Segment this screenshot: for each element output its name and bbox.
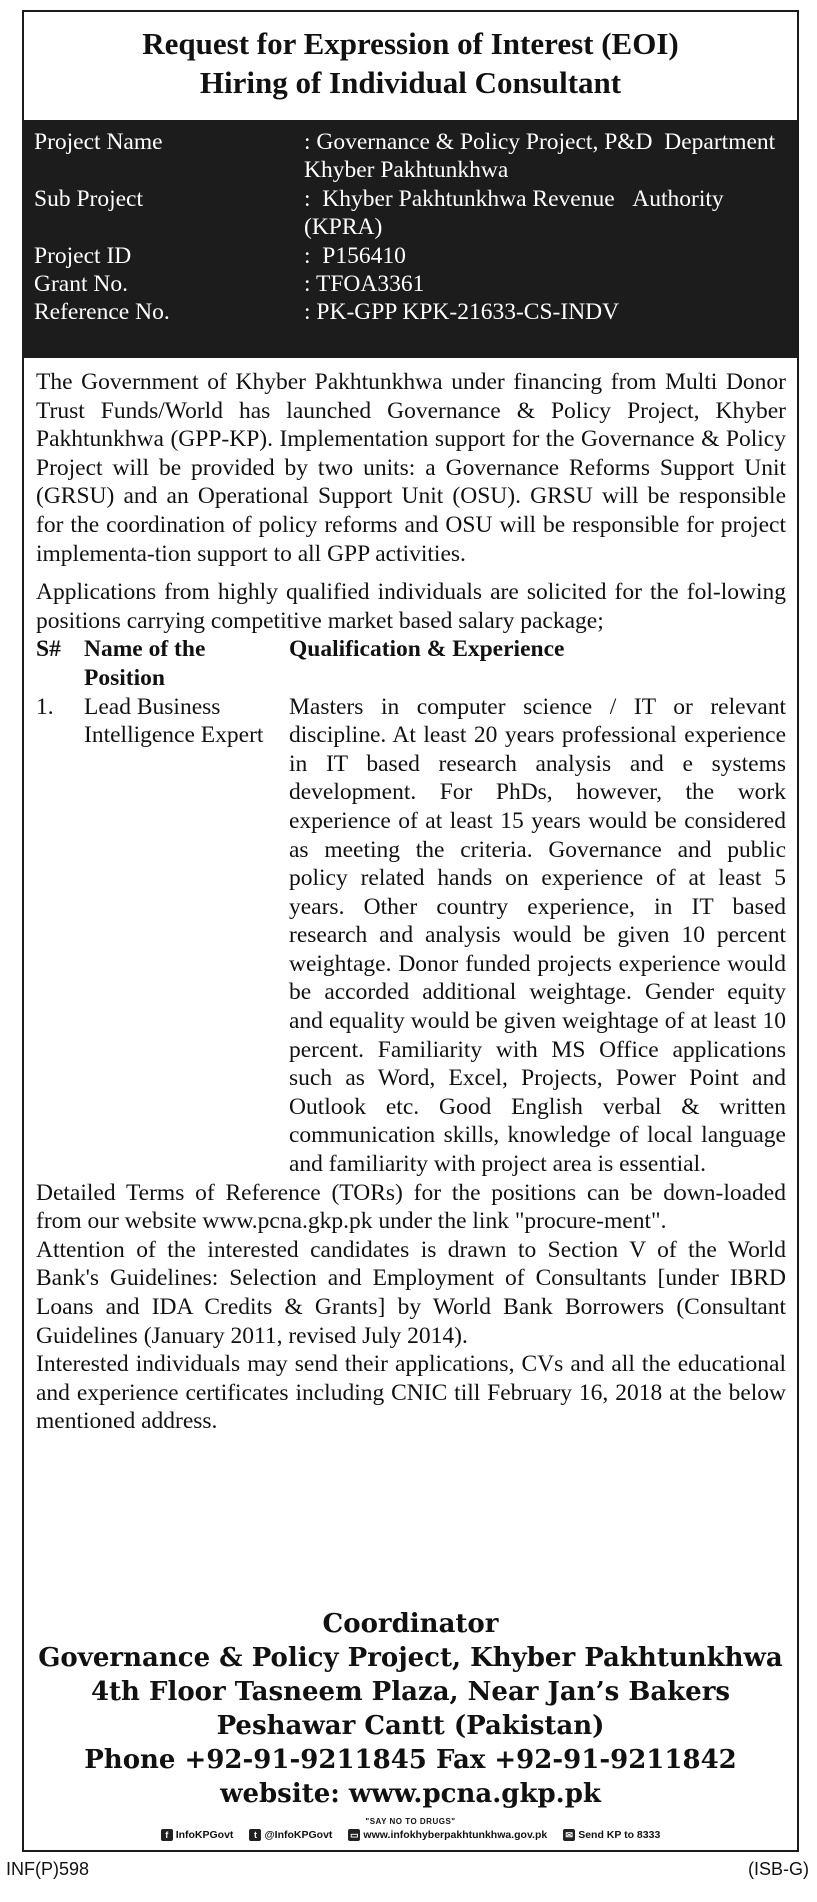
sms-text: Send KP to 8333 [578,1829,661,1841]
twitter-icon: t [249,1829,261,1841]
applications-paragraph: Applications from highly qualified individuals are solicited for the fol-lowing positions carrying competitive market based salary package; [36,579,786,634]
footer-code: INF(P)598 [6,1859,90,1879]
social-strip [24,1817,797,1847]
interested-paragraph: Interested individuals may send their applications, CVs and all the educational and experience certificates including CNIC till February 16, 2018 at the below mentioned address. [36,1351,786,1435]
social-web [348,1829,547,1841]
table-row [36,693,786,1179]
advertisement-frame [22,10,799,1852]
web-address: www.infokhyberpakhtunkhwa.gov.pk [363,1829,548,1841]
position-qualification: Masters in computer science / IT or relevant discipline. At least 20 years professional experience in IT based research analysis and e systems development. For PhDs, however, the work experience of at least 15 years would be considered as meeting the criteria. Governance and public policy related hands on experience of at least 5 years. Other country experience, in IT based research and analysis would be given 10 percent weightage. Donor funded projects experience would be accorded additional weightage. Gender equity and equality would be given weightage of at least 10 percent. Familiarity with MS Office applications such as Word, Excel, Projects, Power Point and Outlook etc. Good English verbal & written communication skills, knowledge of local language and familiarity with project area is essential. [289,693,786,1178]
social-facebook [161,1829,234,1841]
info-value: : PK-GPP KPK-21633-CS-INDV [304,299,620,325]
ad-header [24,12,797,108]
sms-icon: ✉ [563,1829,575,1841]
intro-paragraph: The Government of Khyber Pakhtunkhwa under financing from Multi Donor Trust Funds/World has launched Governance & Policy Project, Khyber Pakhtunkhwa (GPP-KP). Implementation support for the Governance & Policy Project will be provided by two units: a Governance Reforms Support Unit (GRSU) and an Operational Support Unit (OSU). GRSU will be responsible for the coordination of policy reforms and OSU will be responsible for project implementa-tion support to all GPP activities. [36,369,786,567]
contact-block [24,1607,797,1811]
twitter-handle: @InfoKPGovt [264,1829,333,1841]
social-sms [563,1829,660,1841]
positions-table [36,635,786,1178]
info-value: : Khyber Pakhtunkhwa Revenue Authority (KPRA) [304,186,724,240]
info-value: : P156410 [304,243,406,269]
info-value: : TFOA3361 [304,271,425,297]
info-label: Grant No. [34,271,128,297]
web-icon: ▭ [350,1830,359,1840]
footer-region: (ISB-G) [748,1859,809,1879]
contact-address-line2: Peshawar Cantt (Pakistan) [216,1711,605,1741]
ad-title: Request for Expression of Interest (EOI) [142,26,679,61]
tors-paragraph: Detailed Terms of Reference (TORs) for the positions can be down-loaded from our website www.pcna.gkp.pk under the link "procure-ment". [36,1179,786,1235]
contact-phone: Phone +92-91-9211845 Fax +92-91-9211842 [84,1745,737,1775]
position-sno: 1. [36,693,54,720]
project-info-box [24,120,797,358]
facebook-icon: f [161,1829,173,1841]
ad-body [36,368,786,1436]
positions-header-row [36,635,786,692]
info-label: Project Name [34,129,163,155]
contact-org: Governance & Policy Project, Khyber Pakhtunkhwa [38,1643,783,1673]
social-twitter [249,1829,332,1841]
position-name: Lead Business Intelligence Expert [84,693,264,749]
info-value: : Governance & Policy Project, P&D Department Khyber Pakhtunkhwa [304,129,776,183]
facebook-handle: InfoKPGovt [175,1829,234,1841]
contact-role: Coordinator [322,1609,499,1639]
info-label: Sub Project [34,186,144,212]
info-label: Project ID [34,243,132,269]
col-header-qualification: Qualification & Experience [289,636,565,663]
say-no-to-drugs-slogan: "SAY NO TO DRUGS" [365,1817,456,1826]
col-header-name: Name of the Position [84,636,206,691]
attention-paragraph: Attention of the interested candidates is drawn to Section V of the World Bank's Guidelines: Selection and Employment of Consultants [under IBRD Loans and IDA Credits & Grants] by World Bank Borrowers (Consultant Guidelines (January 2011, revised July 2014). [36,1236,786,1349]
col-header-sno: S# [36,636,61,663]
info-label: Reference No. [34,299,170,325]
contact-address-line1: 4th Floor Tasneem Plaza, Near Jan’s Bakers [90,1677,731,1707]
social-links [24,1829,797,1841]
contact-website: website: www.pcna.gkp.pk [220,1779,601,1809]
ad-subtitle: Hiring of Individual Consultant [199,65,622,100]
